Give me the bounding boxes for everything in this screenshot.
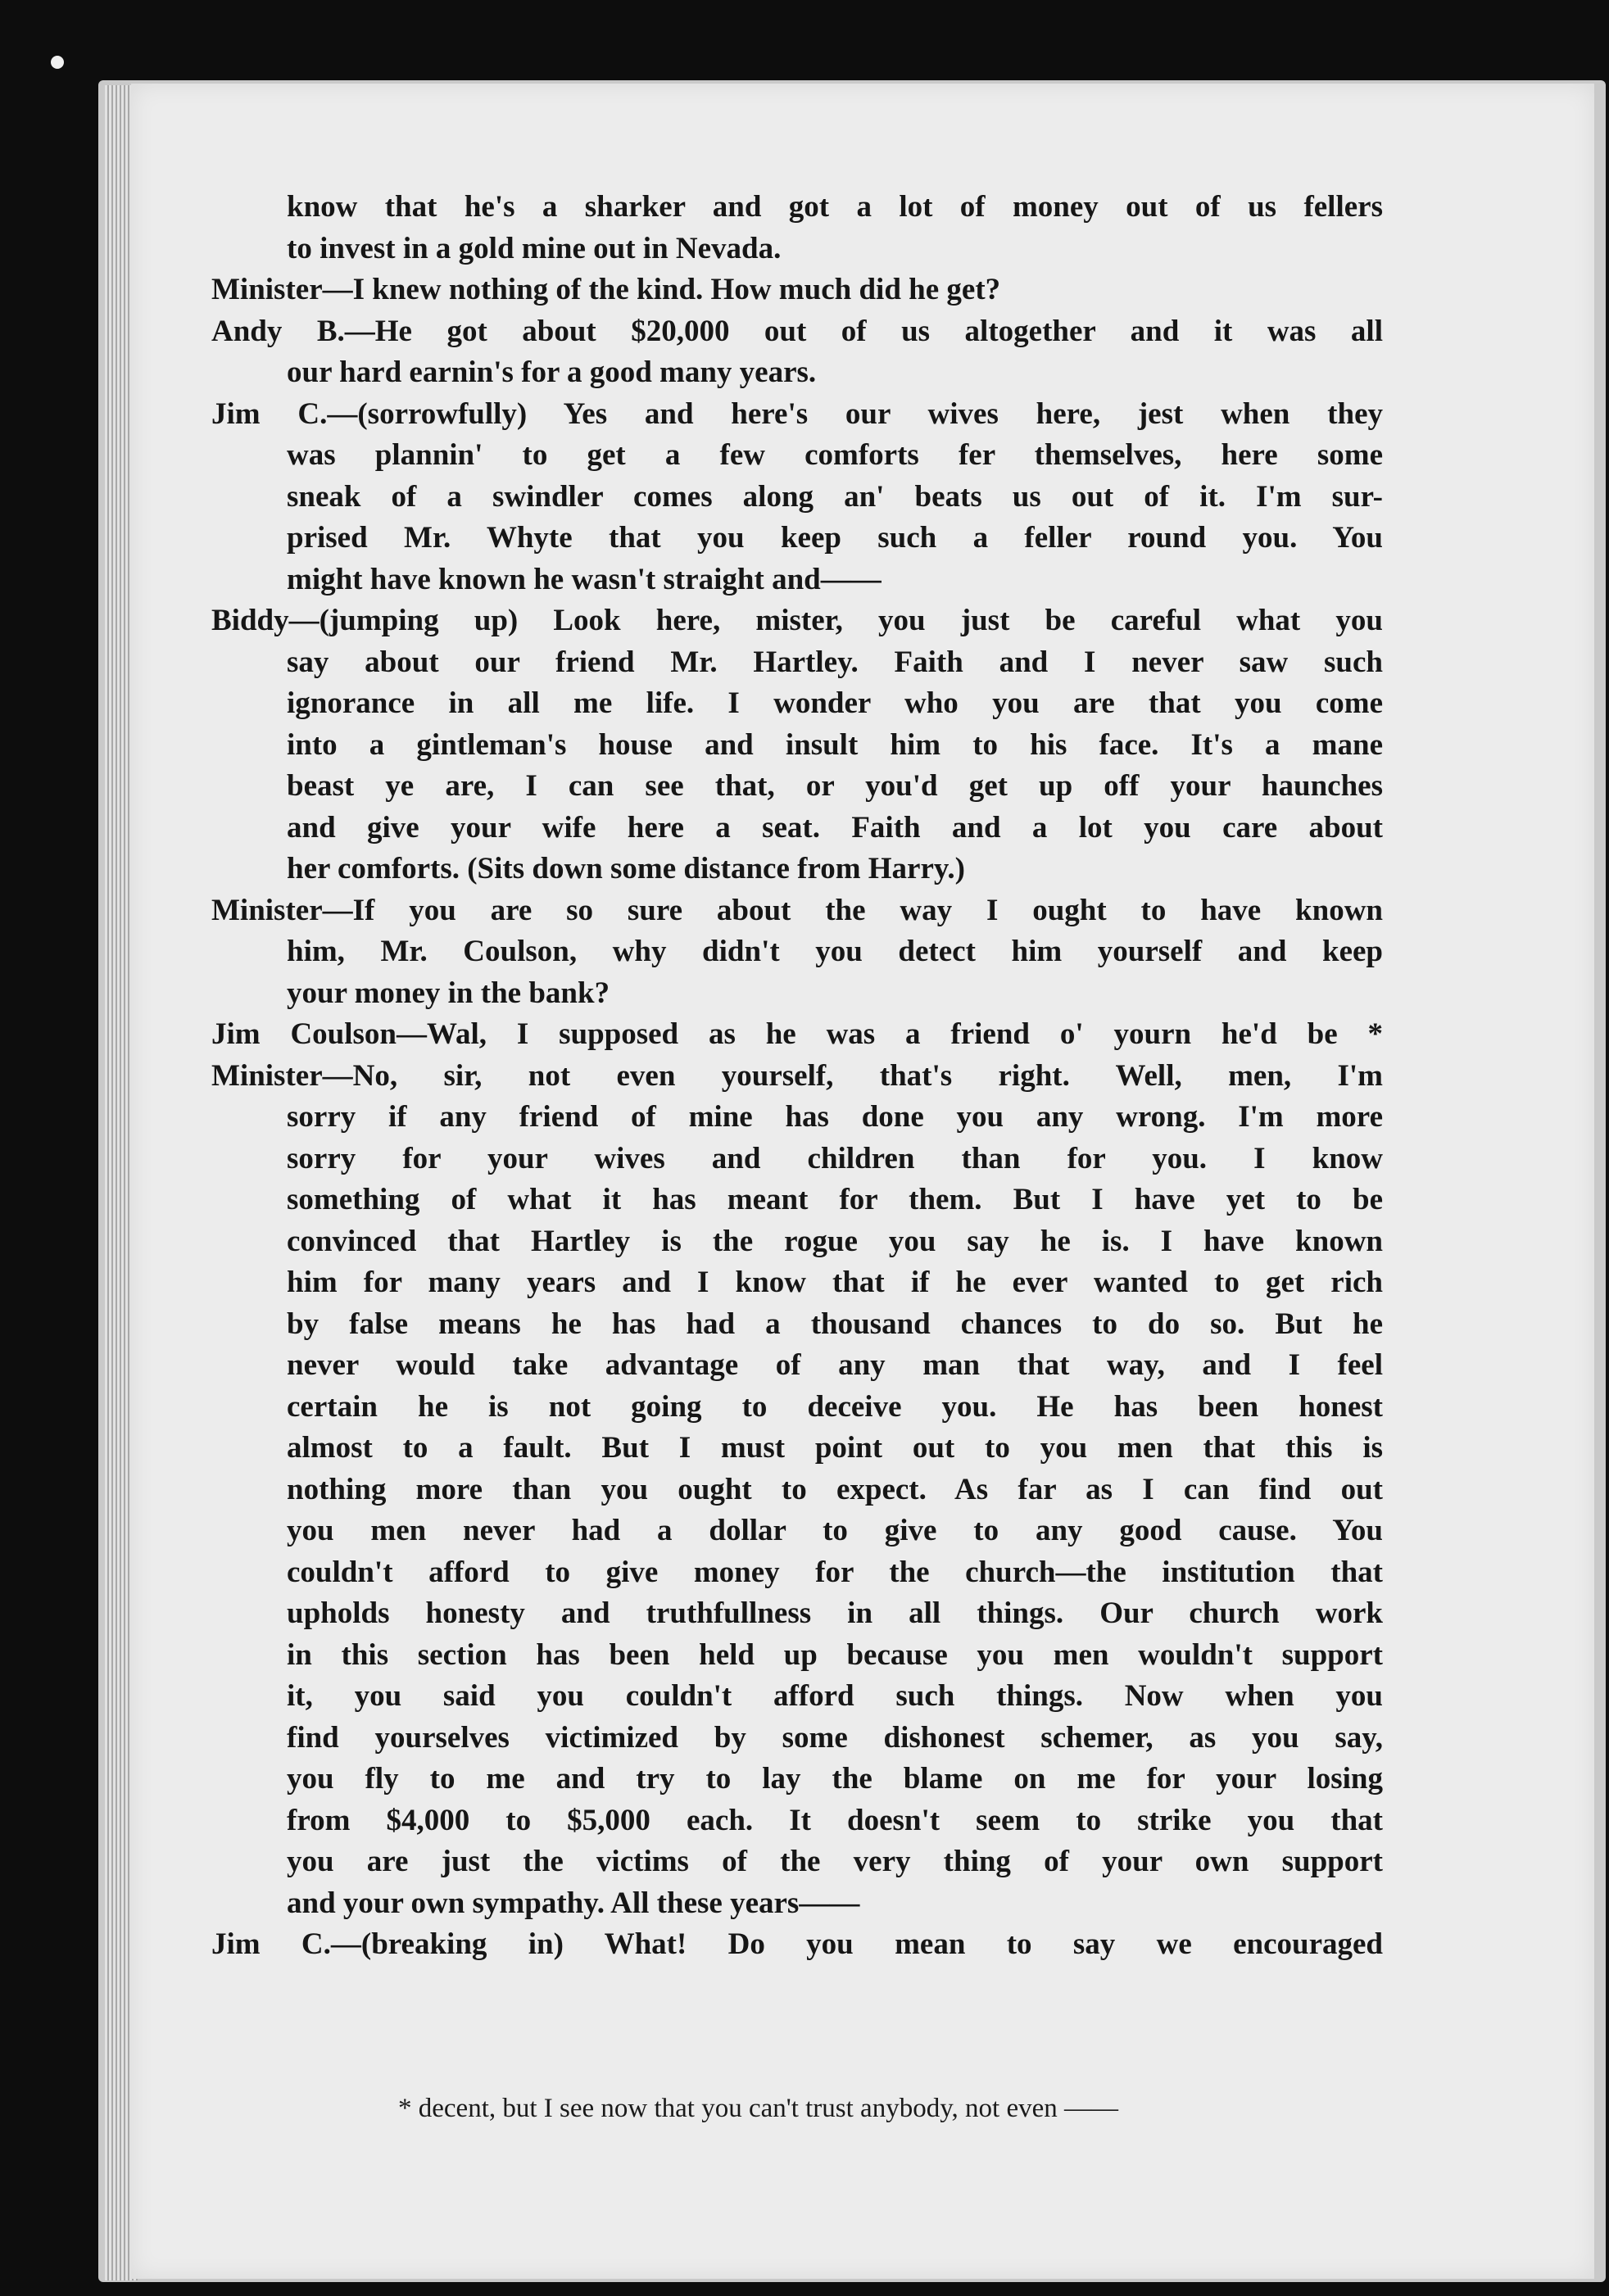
text-line: you fly to me and try to lay the blame on me for your losing [287,1762,1383,1796]
text-line: from $4,000 to $5,000 each. It doesn't seem to strike you that [287,1803,1383,1837]
text-line: say about our friend Mr. Hartley. Faith and I never saw such [287,645,1383,679]
text-line: you are just the victims of the very thing of your own support [287,1845,1383,1878]
text-line: you men never had a dollar to give to any good cause. You [287,1514,1383,1547]
text-line: and give your wife here a seat. Faith and a lot you care about [287,810,1383,845]
text-line: Minister—I knew nothing of the kind. How much did he get? [211,273,1001,306]
text-line: prised Mr. Whyte that you keep such a feller round you. You [287,521,1383,555]
text-line: our hard earnin's for a good many years. [287,355,817,389]
play-dialogue-text [211,187,1383,1966]
text-line: Minister—No, sir, not even yourself, that's right. Well, men, I'm [211,1058,1383,1093]
text-line: him for many years and I know that if he ever wanted to get rich [287,1266,1383,1299]
text-line: might have known he wasn't straight and—— [287,562,882,596]
text-line: upholds honesty and truthfullness in all things. Our church work [287,1596,1383,1630]
scan-speck [51,56,64,69]
text-line: convinced that Hartley is the rogue you say he is. I have known [287,1224,1383,1258]
text-line: Andy B.—He got about $20,000 out of us altogether and it was all [211,314,1383,348]
text-line: into a gintleman's house and insult him to his face. It's a mane [287,727,1383,762]
text-line: him, Mr. Coulson, why didn't you detect him yourself and keep [287,935,1383,968]
text-line: sneak of a swindler comes along an' beats us out of it. I'm sur- [287,479,1383,514]
text-line: beast ye are, I can see that, or you'd get up off your haunches [287,769,1383,803]
text-line: to invest in a gold mine out in Nevada. [287,231,782,265]
text-line: something of what it has meant for them. But I have yet to be [287,1183,1383,1216]
text-line: Jim C.—(sorrowfully) Yes and here's our wives here, jest when they [211,396,1383,431]
text-line: sorry for your wives and children than for you. I know [287,1141,1383,1175]
text-line: nothing more than you ought to expect. As far as I can find out [287,1472,1383,1506]
text-line: certain he is not going to deceive you. He has been honest [287,1389,1383,1424]
text-line: ignorance in all me life. I wonder who you are that you come [287,686,1383,720]
footnote: * decent, but I see now that you can't trust anybody, not even —— [398,2094,1119,2123]
text-line: couldn't afford to give money for the church—the institution that [287,1555,1383,1589]
text-line: by false means he has had a thousand chances to do so. But he [287,1307,1383,1341]
text-line: her comforts. (Sits down some distance from Harry.) [287,852,965,885]
text-line: in this section has been held up because you men wouldn't support [287,1637,1383,1672]
text-line: Biddy—(jumping up) Look here, mister, you just be careful what you [211,604,1383,637]
text-line: never would take advantage of any man that way, and I feel [287,1348,1383,1382]
text-line: and your own sympathy. All these years—— [287,1886,860,1920]
text-line: Jim Coulson—Wal, I supposed as he was a friend o' yourn he'd be * [211,1017,1383,1051]
text-line: sorry if any friend of mine has done you any wrong. I'm more [287,1100,1383,1134]
text-line: almost to a fault. But I must point out to you men that this is [287,1431,1383,1465]
text-line: find yourselves victimized by some dishonest schemer, as you say, [287,1720,1383,1755]
text-line: Jim C.—(breaking in) What! Do you mean to say we encouraged [211,1927,1383,1961]
text-line: it, you said you couldn't afford such things. Now when you [287,1679,1383,1713]
text-line: know that he's a sharker and got a lot of money out of us fellers [287,190,1383,224]
text-line: your money in the bank? [287,976,610,1010]
text-line: Minister—If you are so sure about the way I ought to have known [211,893,1383,927]
text-line: was plannin' to get a few comforts fer themselves, here some [287,438,1383,472]
